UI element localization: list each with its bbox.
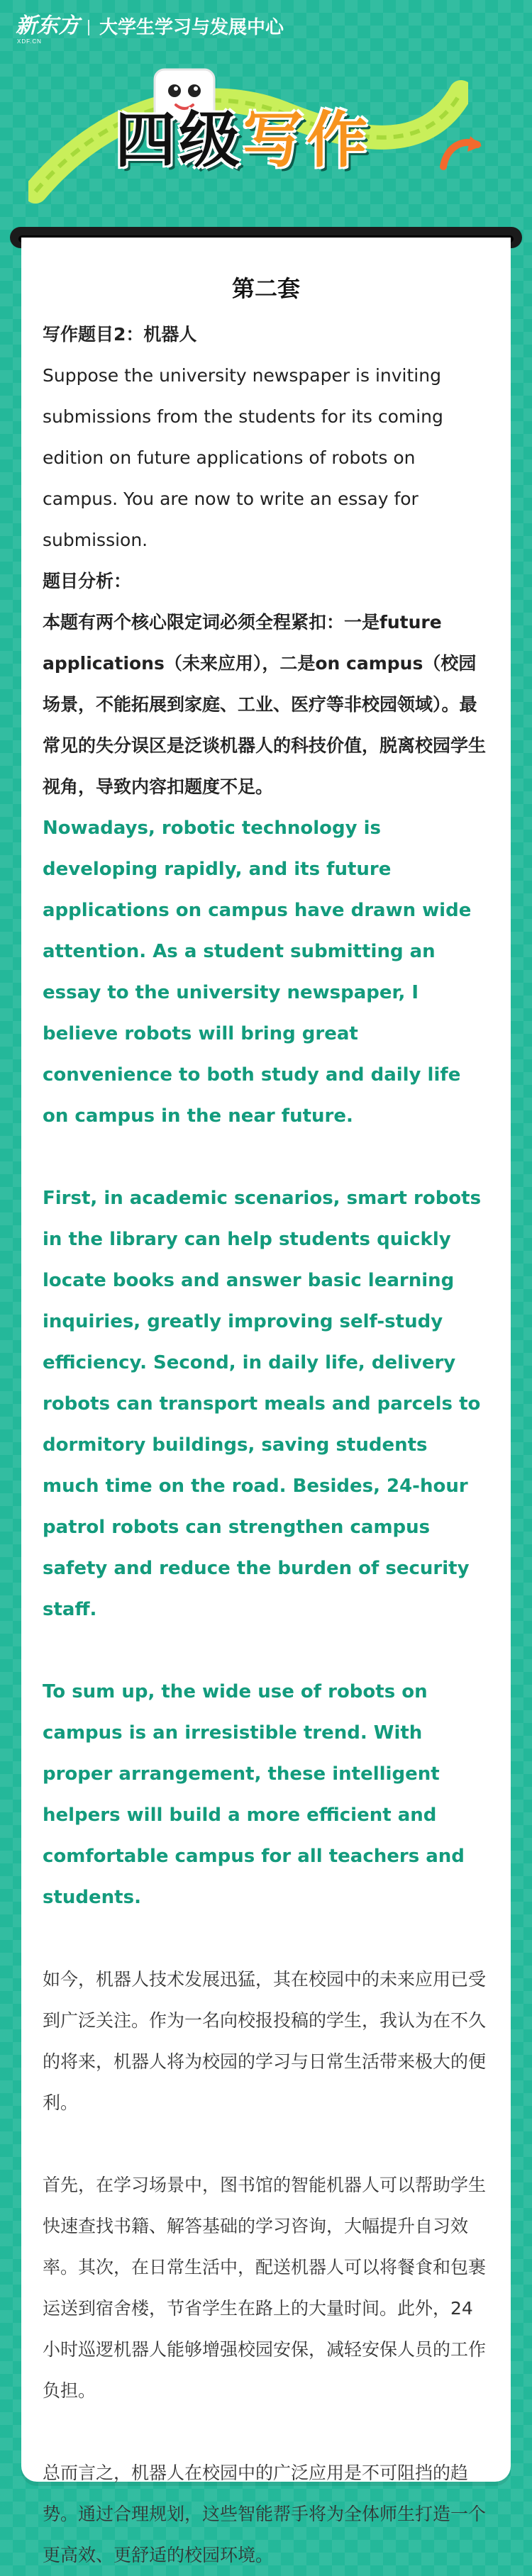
essay-en-paragraph-3: To sum up, the wide use of robots on campus is an irresistible trend. With proper arrangement, these intelligent helpers will build a more efficient and comfortable campus for all teachers and students. bbox=[43, 1681, 465, 1908]
prompt-text: Suppose the university newspaper is inviting submissions from the students for its coming edition on future applications of robots on campus. You are now to write an essay for submission. bbox=[43, 365, 443, 550]
analysis-heading: 题目分析： bbox=[43, 571, 132, 591]
paragraph-gap bbox=[43, 1918, 489, 1959]
header-divider bbox=[88, 20, 89, 35]
banner-title bbox=[106, 92, 433, 199]
essay-cn-paragraph-1: 如今，机器人技术发展迅猛，其在校园中的未来应用已受到广泛关注。作为一名向校报投稿的学生，我认为在不久的将来，机器人将为校园的学习与日常生活带来极大的便利。 bbox=[43, 1969, 487, 2113]
banner-title-part1: 四级 bbox=[115, 105, 243, 176]
essay-cn-paragraph-3: 总而言之，机器人在校园中的广泛应用是不可阻挡的趋势。通过合理规划，这些智能帮手将为全体师生打造一个更高效、更舒适的校园环境。 bbox=[43, 2463, 487, 2565]
analysis-text: 本题有两个核心限定词必须全程紧扣：一是future applications（未来应用），二是on campus（校园场景，不能拓展到家庭、工业、医疗等非校园领域）。最常见的失分误区是泛谈机器人的科技价值，脱离校园学生视角，导致内容扣题度不足。 bbox=[43, 612, 487, 797]
banner-title-part2: 写作 bbox=[243, 105, 370, 176]
set-title: 第二套 bbox=[231, 275, 300, 302]
curved-arrow-icon bbox=[436, 128, 486, 177]
paragraph-gap bbox=[43, 1137, 489, 1178]
center-name: 大学生学习与发展中心 bbox=[99, 17, 284, 38]
paragraph-gap bbox=[43, 2124, 489, 2165]
essay-en-paragraph-2: First, in academic scenarios, smart robots in the library can help students quickly locate books and answer basic learning inquiries, greatly improving self-study efficiency. Second, in daily life, delivery robots can transport meals and parcels to dormitory buildings, saving students much time on the road. Besides, 24-hour patrol robots can strengthen campus safety and reduce the burden of security staff. bbox=[43, 1188, 482, 1620]
essay-cn-paragraph-2: 首先，在学习场景中，图书馆的智能机器人可以帮助学生快速查找书籍、解答基础的学习咨询，大幅提升自习效率。其次，在日常生活中，配送机器人可以将餐食和包裹运送到宿舍楼，节省学生在路上的大量时间。此外，24 小时巡逻机器人能够增强校园安保，减轻安保人员的工作负担。 bbox=[43, 2175, 487, 2401]
paragraph-gap bbox=[43, 2411, 489, 2453]
paragraph-gap bbox=[43, 1630, 489, 1671]
brand-logo: 新东方 bbox=[16, 14, 79, 38]
brand-logo-domain: XDF.CN bbox=[17, 38, 42, 45]
header bbox=[0, 0, 532, 43]
prompt-heading: 写作题目2：机器人 bbox=[43, 324, 197, 345]
essay-en-paragraph-1: Nowadays, robotic technology is developing rapidly, and its future applications on campus have drawn wide attention. As a student submitting an essay to the university newspaper, I believe robots will bring great convenience to both study and daily life on campus in the near future. bbox=[43, 818, 472, 1127]
article-content bbox=[43, 273, 489, 2576]
